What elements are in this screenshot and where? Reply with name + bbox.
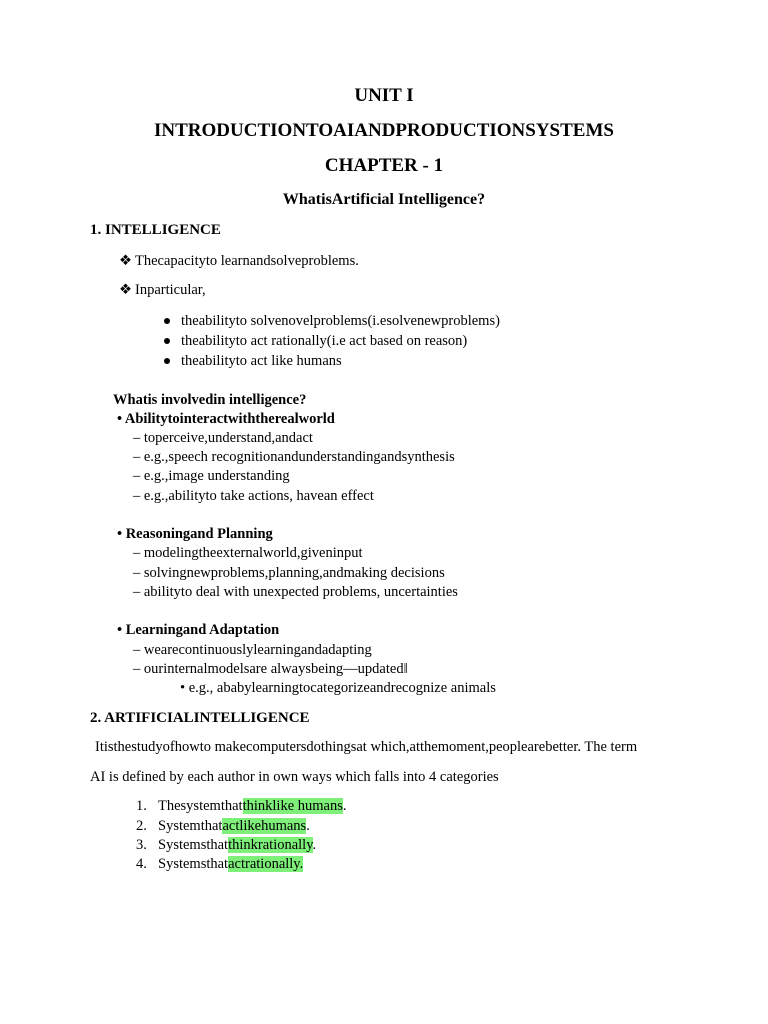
group-item: – wearecontinuouslylearningandadapting xyxy=(133,642,372,658)
round-bullet-icon xyxy=(164,318,170,324)
category-highlight: actrationally. xyxy=(228,856,304,872)
section-heading-artificial-intelligence: 2. ARTIFICIALINTELLIGENCE xyxy=(90,710,310,726)
category-prefix: Thesystemthat xyxy=(158,798,243,814)
list-item xyxy=(119,254,359,269)
category-highlight: thinkrationally xyxy=(228,837,313,853)
group-item: – toperceive,understand,andact xyxy=(133,430,313,446)
group-item: – e.g.,speech recognitionandunderstandingandsynthesis xyxy=(133,449,455,465)
nested-item: • e.g., ababylearningtocategorizeandrecognize animals xyxy=(180,680,496,696)
diamond-bullet-icon: ❖ xyxy=(119,282,132,298)
category-prefix: Systemthat xyxy=(158,818,223,834)
list-item xyxy=(136,799,347,814)
diamond-bullet-icon: ❖ xyxy=(119,253,132,269)
chapter-heading: CHAPTER - 1 xyxy=(324,155,444,176)
involved-heading: Whatis involvedin intelligence? xyxy=(113,392,307,408)
list-item xyxy=(119,283,206,298)
group-item: – ourinternalmodelsare alwaysbeing―updated‖ xyxy=(133,661,408,677)
group-title: • Learningand Adaptation xyxy=(117,622,280,638)
list-item xyxy=(136,838,316,853)
category-highlight: thinklike humans xyxy=(242,798,343,814)
round-bullet-icon xyxy=(164,358,170,364)
list-item xyxy=(136,819,310,834)
list-item xyxy=(136,857,303,872)
category-suffix: . xyxy=(306,818,310,834)
unit-heading: UNIT I xyxy=(354,85,414,106)
chapter-question: WhatisArtificial Intelligence? xyxy=(282,191,486,208)
group-title: • Reasoningand Planning xyxy=(117,526,273,542)
category-prefix: Systemsthat xyxy=(158,837,229,853)
category-prefix: Systemsthat xyxy=(158,856,229,872)
document-title: INTRODUCTIONTOAIANDPRODUCTIONSYSTEMS xyxy=(154,120,614,141)
category-suffix: . xyxy=(312,837,317,853)
list-number: 4. xyxy=(136,856,147,872)
point-text: Inparticular, xyxy=(135,282,206,298)
group-title: • Abilitytointeractwiththerealworld xyxy=(117,411,335,427)
point-text: Thecapacityto learnandsolveproblems. xyxy=(135,253,359,269)
group-item: – solvingnewproblems,planning,andmaking decisions xyxy=(133,565,445,581)
list-number: 3. xyxy=(136,837,147,853)
list-number: 1. xyxy=(136,798,147,814)
sub-point: theabilityto act rationally(i.e act based on reason) xyxy=(181,333,468,349)
group-item: – e.g.,image understanding xyxy=(133,468,290,484)
group-item: – modelingtheexternalworld,giveninput xyxy=(133,545,363,561)
sub-point: theabilityto act like humans xyxy=(181,353,342,369)
round-bullet-icon xyxy=(164,338,170,344)
list-number: 2. xyxy=(136,818,147,834)
group-item: – e.g.,abilityto take actions, havean effect xyxy=(133,488,374,504)
group-item: – abilityto deal with unexpected problems, uncertainties xyxy=(133,584,458,600)
section-heading-intelligence: 1. INTELLIGENCE xyxy=(90,222,221,238)
paragraph-line: Itisthestudyofhowto makecomputersdothingsat which,atthemoment,peoplearebetter. The term xyxy=(95,739,638,755)
category-highlight: actlikehumans xyxy=(222,818,307,834)
category-suffix: . xyxy=(342,798,347,814)
sub-point: theabilityto solvenovelproblems(i.esolvenewproblems) xyxy=(181,313,500,329)
paragraph-line: AI is defined by each author in own ways which falls into 4 categories xyxy=(90,769,499,785)
